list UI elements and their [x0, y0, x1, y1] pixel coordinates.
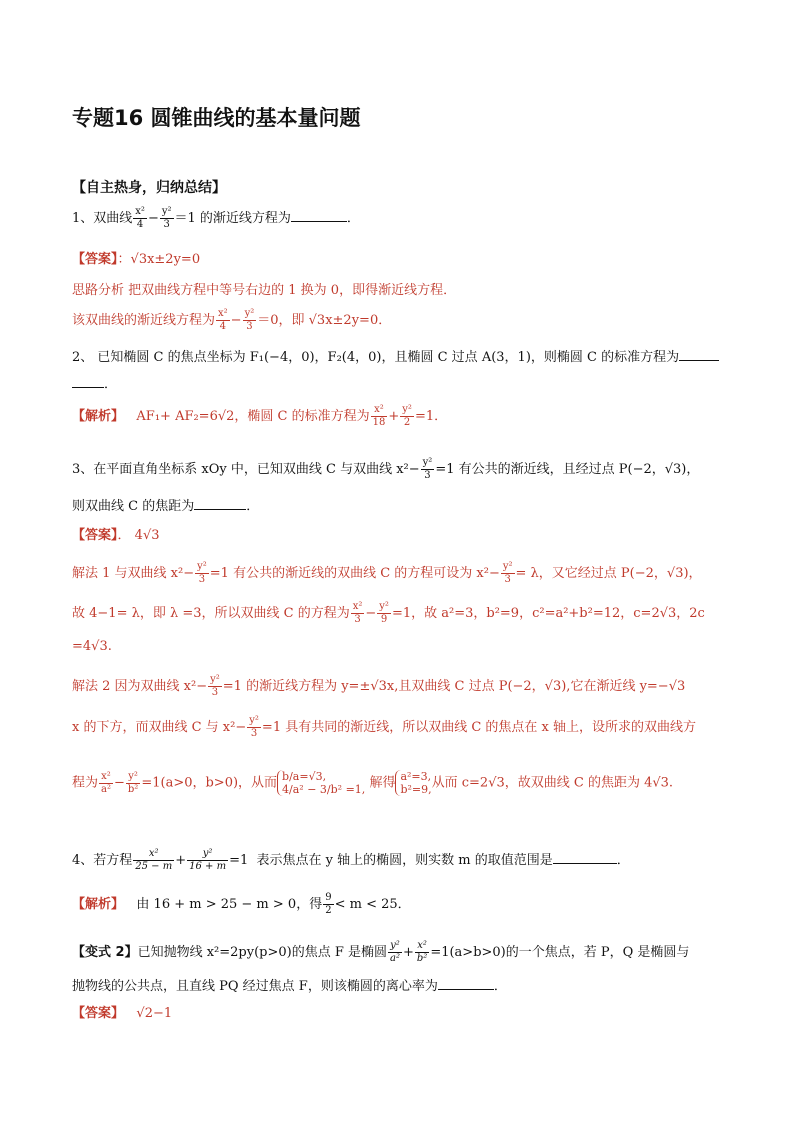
- q4-analysis: 【解析】 由 16 + m > 25 − m > 0，得 $\frac{9}{2}$ < m < 25．: [72, 892, 411, 916]
- question-2: 2、 已知椭圆 C 的焦点坐标为 F₁(−4，0)，F₂(4，0)，且椭圆 C 过点 A(3，1)，则椭圆 C 的标准方程为: [72, 346, 734, 365]
- question-3: 3、在平面直角坐标系 xOy 中，已知双曲线 C 与双曲线 x²− $\frac{\text{y²}}{3}$ =1 有公共的渐近线，且经过点 P(−2，√3)，: [72, 457, 700, 481]
- q3-method2-line2: x 的下方，而双曲线 C 与 x²− $\frac{\text{y²}}{3}$ =1 具有共同的渐近线，所以双曲线 C 的焦点在 x 轴上，设所求的双曲线方: [72, 715, 697, 739]
- question-3-cont: 则双曲线 C 的焦距为 ．: [72, 499, 260, 514]
- q1-solution: 该双曲线的渐近线方程为 $\frac{\text{x²}}{4}$ − $\frac{\text{y²}}{3}$ ＝0，即 √3x±2y=0．: [72, 308, 392, 332]
- q3-method2-line3: 程为 $\frac{\text{x²}}{\text{a²}}$ − $\frac{\text{y²}}{\text{b²}}$ =1(a>0，b>0)，从而 b/a=√3, 4/a² − 3/b² =1, 解得 a²=3, b²=9, 从而 c=2√3，故双曲线 C 的焦距为 4√3.: [72, 770, 674, 796]
- question-1: 1、双曲线 $\frac{\text{x²}}{4}$ − $\frac{\text{y²}}{3}$ ＝1 的渐近线方程为 ．: [72, 206, 360, 230]
- variant-2: 【变式 2】已知抛物线 x²=2py(p>0)的焦点 F 是椭圆 $\frac{\text{y²}}{\text{a²}}$ + $\frac{\text{x²}}{\text{b²}}$ =1(a>b>0)的一个焦点，若 P，Q 是椭圆与: [72, 940, 690, 964]
- q1-answer: 【答案】：√3x±2y=0: [72, 252, 201, 267]
- q3-method1-line2: 故 4−1= λ，即 λ =3，所以双曲线 C 的方程为 $\frac{\text{x²}}{3}$ − $\frac{\text{y²}}{9}$ =1，故 a²=3，b²=9，c²=a²+b²=12，c=2√3，2c: [72, 601, 705, 625]
- variant-2-cont: 抛物线的公共点，且直线 PQ 经过焦点 F，则该椭圆的离心率为 ．: [72, 979, 507, 994]
- section-heading: 【自主热身，归纳总结】: [72, 180, 226, 196]
- question-2-cont: ．: [72, 373, 734, 392]
- page-title: 专题16 圆锥曲线的基本量问题: [72, 106, 361, 130]
- q3-method2-line1: 解法 2 因为双曲线 x²− $\frac{\text{y²}}{3}$ =1 的渐近线方程为 y=±√3x,且双曲线 C 过点 P(−2，√3),它在渐近线 y=−√3: [72, 674, 686, 698]
- q3-method1-line1: 解法 1 与双曲线 x²− $\frac{\text{y²}}{3}$ =1 有公共的渐近线的双曲线 C 的方程可设为 x²− $\frac{\text{y²}}{3}$ = λ，又它经过点 P(−2，√3)，: [72, 561, 702, 585]
- question-4: 4、若方程 $\frac{\text{x²}}{25 - m}$ + $\frac{\text{y²}}{16 + m}$ =1 表示焦点在 y 轴上的椭圆，则实数 m 的取值范围是 ．: [72, 848, 630, 872]
- q1-idea: 思路分析 把双曲线方程中等号右边的 1 换为 0，即得渐近线方程．: [72, 283, 457, 298]
- variant-2-answer: 【答案】 √2−1: [72, 1006, 173, 1021]
- q3-answer: 【答案】． 4√3: [72, 528, 160, 543]
- q3-method1-line3: =4√3.: [72, 639, 112, 654]
- q2-analysis: 【解析】 AF₁+ AF₂=6√2，椭圆 C 的标准方程为 $\frac{\text{x²}}{18}$ + $\frac{\text{y²}}{2}$ =1．: [72, 404, 448, 428]
